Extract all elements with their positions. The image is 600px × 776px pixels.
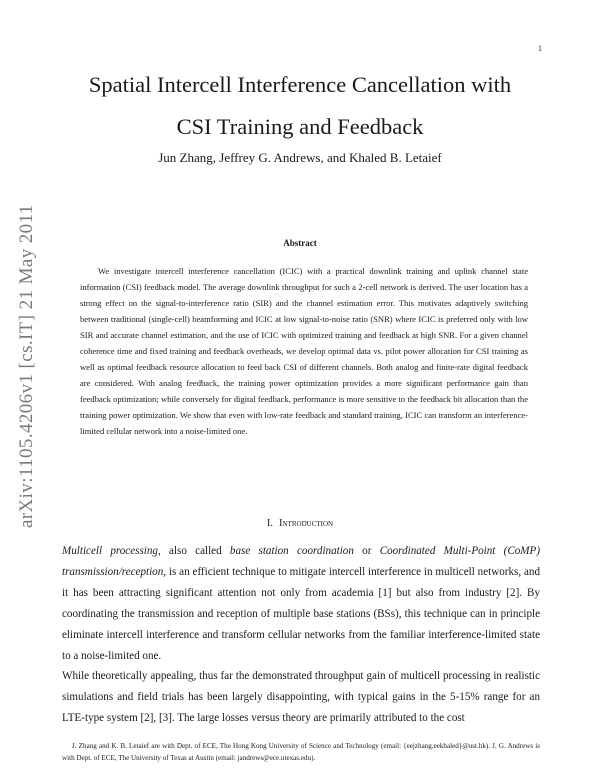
- term-multicell-processing: Multicell processing: [62, 545, 158, 557]
- term-base-station-coordination: base station coordination: [229, 545, 354, 557]
- section-heading-introduction: [60, 518, 540, 529]
- abstract-text: We investigate intercell interference cancellation (ICIC) with a practical downlink training and uplink channel state information (CSI) feedback model. The average downlink throughput for such a 2-cell network is derived. The user location has a strong effect on the signal-to-interference ratio (SIR) and the channel estimation error. This motivates adaptively switching between traditional (single-cell) beamforming and ICIC at low signal-to-noise ratio (SNR) where ICIC is preferred only with low SIR and accurate channel estimation, and the use of ICIC with optimized training and feedback at high SNR. For a given channel coherence time and fixed training and feedback overheads, we develop optimal data vs. pilot power allocation for CSI training as well as optimal feedback resource allocation to feed back CSI of different channels. Both analog and finite-rate digital feedback are considered. With analog feedback, the training power optimization provides a more significant performance gain than feedback optimization; while conversely for digital feedback, performance is more sensitive to the feedback bit allocation than the training power optimization. We show that even with low-rate feedback and standard training, ICIC can transform an interference-limited cellular network into a noise-limited one.: [80, 266, 528, 436]
- paper-title: [60, 64, 540, 148]
- intro-paragraph-1: [62, 541, 540, 666]
- intro-paragraph-1-text-a: , also called: [157, 545, 230, 557]
- intro-paragraph-1-text-b: or: [353, 545, 380, 557]
- abstract-heading: Abstract: [283, 238, 317, 248]
- intro-paragraph-2: While theoretically appealing, thus far the demonstrated throughput gain of multicell processing in realistic simulations and field trials has been largely disappointing, with typical gains in the 5-15% range for an LTE-type system [2], [3]. The large losses versus theory are primarily attributed to the cost: [62, 670, 540, 725]
- term-comp: Coordinated Multi-Point (CoMP) transmission/reception: [62, 545, 541, 578]
- introduction-body: [62, 541, 540, 729]
- footnote-text: J. Zhang and K. B. Letaief are with Dept. of ECE, The Hong Kong University of Science and Technology (email: {eejzhang,eekhaled}@ust.hk). J. G. Andrews is with Dept. of ECE, The University of Texas at Austin (email: jandrews@ece.utexas.edu).: [62, 742, 540, 762]
- paper-title-line2: CSI Training and Feedback: [176, 114, 424, 139]
- paper-title-line1: Spatial Intercell Interference Cancellation with: [88, 72, 512, 97]
- abstract-body: [80, 264, 528, 439]
- arxiv-identifier-text: arXiv:1105.4206v1 [cs.IT] 21 May 2011: [16, 204, 37, 528]
- section-number: I.: [266, 518, 274, 529]
- section-title: Introduction: [279, 518, 334, 529]
- intro-paragraph-1-text-c: , is an efficient technique to mitigate intercell interference in multicell networks, and it has been attracting significant attention not only from academia [1] but also from industry [2]. By coordinating the transmission and reception of multiple base stations (BSs), this technique can in principle eliminate intercell interference and transform cellular networks from the familiar interference-limited state to a noise-limited one.: [62, 565, 540, 662]
- arxiv-identifier-stamp: [6, 200, 42, 530]
- page-number: 1: [538, 44, 542, 53]
- author-list: Jun Zhang, Jeffrey G. Andrews, and Khaled B. Letaief: [158, 150, 442, 165]
- author-affiliation-footnote: [62, 740, 540, 764]
